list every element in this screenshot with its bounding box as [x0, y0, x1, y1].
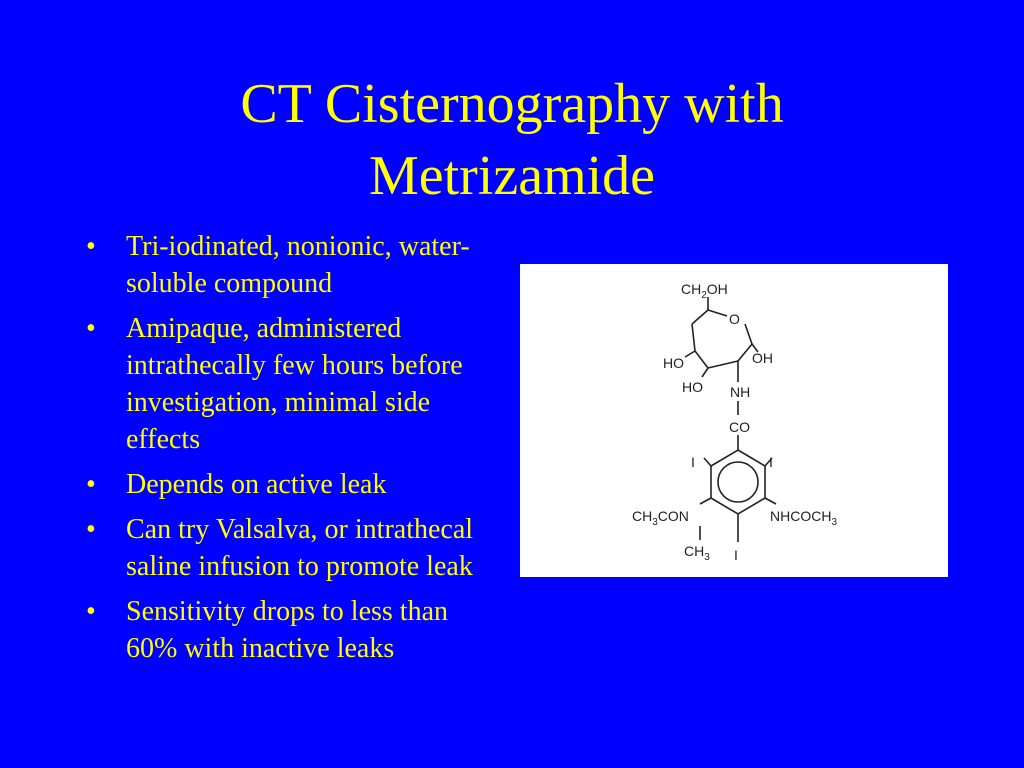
title-line-2: Metrizamide [368, 145, 656, 207]
bullet-item [86, 511, 496, 585]
benzene-ring [711, 450, 765, 514]
slide-title [0, 68, 1024, 212]
bullet-text: Amipaque, administered intrathecally few hours before investigation, minimal side effects [126, 313, 463, 455]
bullet-marker: • [86, 231, 96, 262]
label-co: CO [729, 419, 750, 435]
title-line-1: CT Cisternography with [240, 73, 784, 135]
chemical-structure-diagram [520, 264, 948, 577]
bond-sugar-c4-c5 [692, 324, 695, 351]
label-ch2oh: $CH_2OH$ [681, 281, 728, 301]
bullet-list [86, 228, 496, 675]
bond-ho-upper [685, 351, 695, 357]
label-nhcoch3: $NHCOCH_3$ [770, 508, 838, 528]
bond-ho-lower [702, 368, 708, 377]
bullet-marker: • [86, 596, 96, 627]
label-iodine-bottom: I [734, 547, 738, 563]
label-iodine-left: I [691, 454, 695, 470]
aromatic-circle [718, 462, 758, 502]
bond-sugar-o-c1 [745, 324, 752, 344]
bullet-text: Sensitivity drops to less than 60% with inactive leaks [126, 596, 448, 664]
bullet-marker: • [86, 313, 96, 344]
bullet-marker: • [86, 514, 96, 545]
bond-iodine-left [704, 458, 711, 466]
bullet-item [86, 593, 496, 667]
bullet-item [86, 466, 496, 503]
bullet-item [86, 228, 496, 302]
bond-nhcoch3 [765, 498, 776, 504]
label-methyl: $CH_3$ [684, 543, 710, 563]
bond-sugar-c2-c3 [708, 361, 738, 368]
bond-sugar-c1-c2 [738, 344, 752, 361]
bullet-text: Depends on active leak [126, 469, 387, 500]
label-iodine-right: I [769, 454, 773, 470]
bond-sugar-c5-c4 [692, 310, 708, 324]
bullet-item [86, 310, 496, 458]
label-ring-oxygen: O [729, 311, 740, 327]
label-ch3con: $CH_3CON$ [632, 508, 689, 528]
bullet-marker: • [86, 469, 96, 500]
label-oh: OH [752, 350, 773, 366]
label-ho-lower: HO [682, 379, 703, 395]
bullet-text: Tri-iodinated, nonionic, water-soluble compound [126, 231, 470, 299]
bullet-text: Can try Valsalva, or intrathecal saline infusion to promote leak [126, 514, 474, 582]
bond-sugar-c3-c4 [695, 351, 708, 368]
bond-ch3con [700, 498, 711, 504]
label-ho-upper: HO [663, 355, 684, 371]
label-nh: NH [730, 384, 751, 400]
bond-sugar-c5-o [708, 310, 727, 316]
metrizamide-structure-figure [520, 264, 948, 577]
